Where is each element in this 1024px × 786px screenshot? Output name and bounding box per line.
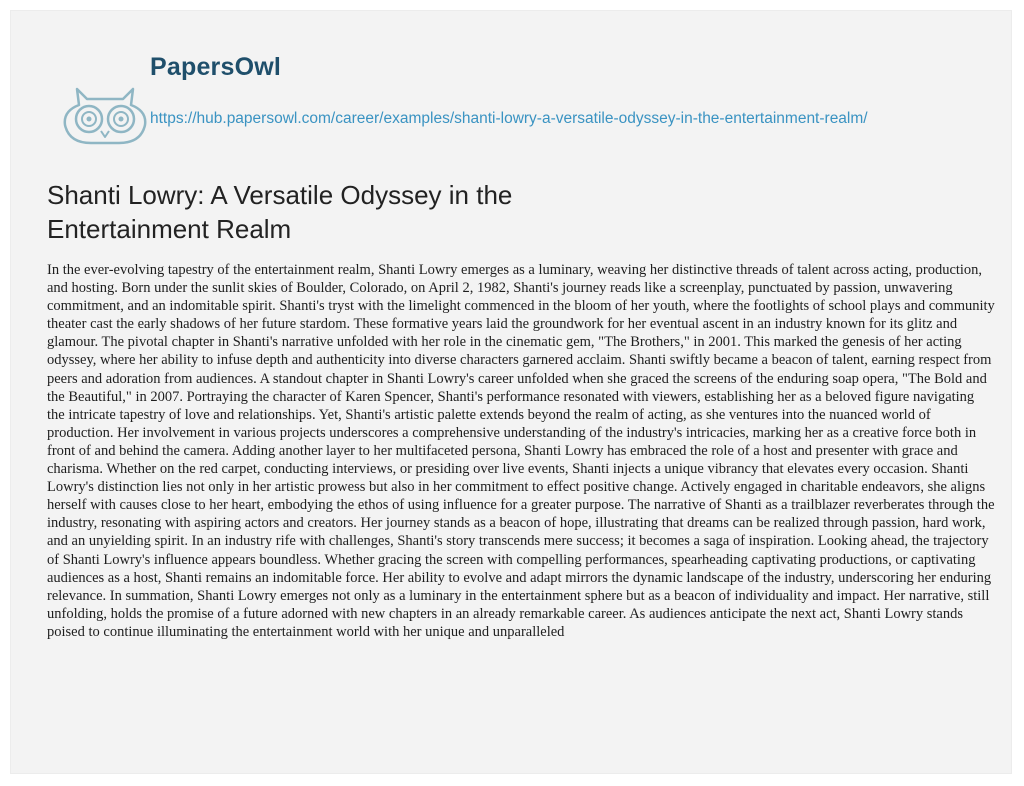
brand-name: PapersOwl (150, 53, 282, 81)
article-title: Shanti Lowry: A Versatile Odyssey in the Entertainment Realm (47, 180, 513, 244)
source-url-link[interactable]: https://hub.papersowl.com/career/examples/shanti-lowry-a-versatile-odyssey-in-the-entertainment-realm/ (150, 110, 868, 127)
owl-logo-icon (59, 81, 151, 147)
article-body: In the ever-evolving tapestry of the entertainment realm, Shanti Lowry emerges as a luminary, weaving her distinctive threads of talent across acting, production, and hosting. Born under the sunlit skies of Boulder, Colorado, on April 2, 1982, Shanti's journey reads like a screenplay, punctuated by passion, unwavering commitment, and an indomitable spirit. Shanti's tryst with the limelight commenced in the bloom of her youth, where the footlights of school plays and community theater cast the early shadows of her future stardom. These formative years laid the groundwork for her eventual ascent in an industry known for its glitz and glamour. The pivotal chapter in Shanti's narrative unfolded with her role in the cinematic gem, "The Brothers," in 2001. This marked the genesis of her acting odyssey, where her ability to infuse depth and authenticity into diverse characters garnered acclaim. Shanti swiftly became a beacon of talent, earning respect from peers and adoration from audiences. A standout chapter in Shanti Lowry's career unfolded when she graced the screens of the enduring soap opera, "The Bold and the Beautiful," in 2007. Portraying the character of Karen Spencer, Shanti's performance resonated with viewers, establishing her as a beloved figure navigating the intricate tapestry of love and relationships. Yet, Shanti's artistic palette extends beyond the realm of acting, as she ventures into the nuanced world of production. Her involvement in various projects underscores a comprehensive understanding of the industry's intricacies, marking her as a creative force both in front of and behind the camera. Adding another layer to her multifaceted persona, Shanti Lowry has embraced the role of a host and presenter with grace and charisma. Whether on the red carpet, conducting interviews, or presiding over live events, Shanti injects a unique vibrancy that elevates every occasion. Shanti Lowry's distinction lies not only in her artistic prowess but also in her commitment to effect positive change. Actively engaged in charitable endeavors, she aligns herself with causes close to her heart, embodying the ethos of using influence for a greater purpose. The narrative of Shanti as a trailblazer reverberates through the industry, resonating with aspiring actors and creators. Her journey stands as a beacon of hope, illustrating that dreams can be realized through passion, hard work, and an unyielding spirit. In an industry rife with challenges, Shanti's story transcends mere success; it becomes a saga of inspiration. Looking ahead, the trajectory of Shanti Lowry's influence appears boundless. Whether gracing the screen with compelling performances, spearheading captivating productions, or captivating audiences as a host, Shanti remains an indomitable force. Her ability to evolve and adapt mirrors the dynamic landscape of the industry, underscoring her enduring relevance. In summation, Shanti Lowry emerges not only as a luminary in the entertainment sphere but as a beacon of individuality and impact. Her narrative, still unfolding, holds the promise of a future adorned with new chapters in an already remarkable career. As audiences anticipate the next act, Shanti Lowry stands poised to continue illuminating the entertainment world with her unique and unparalleled (47, 262, 995, 640)
